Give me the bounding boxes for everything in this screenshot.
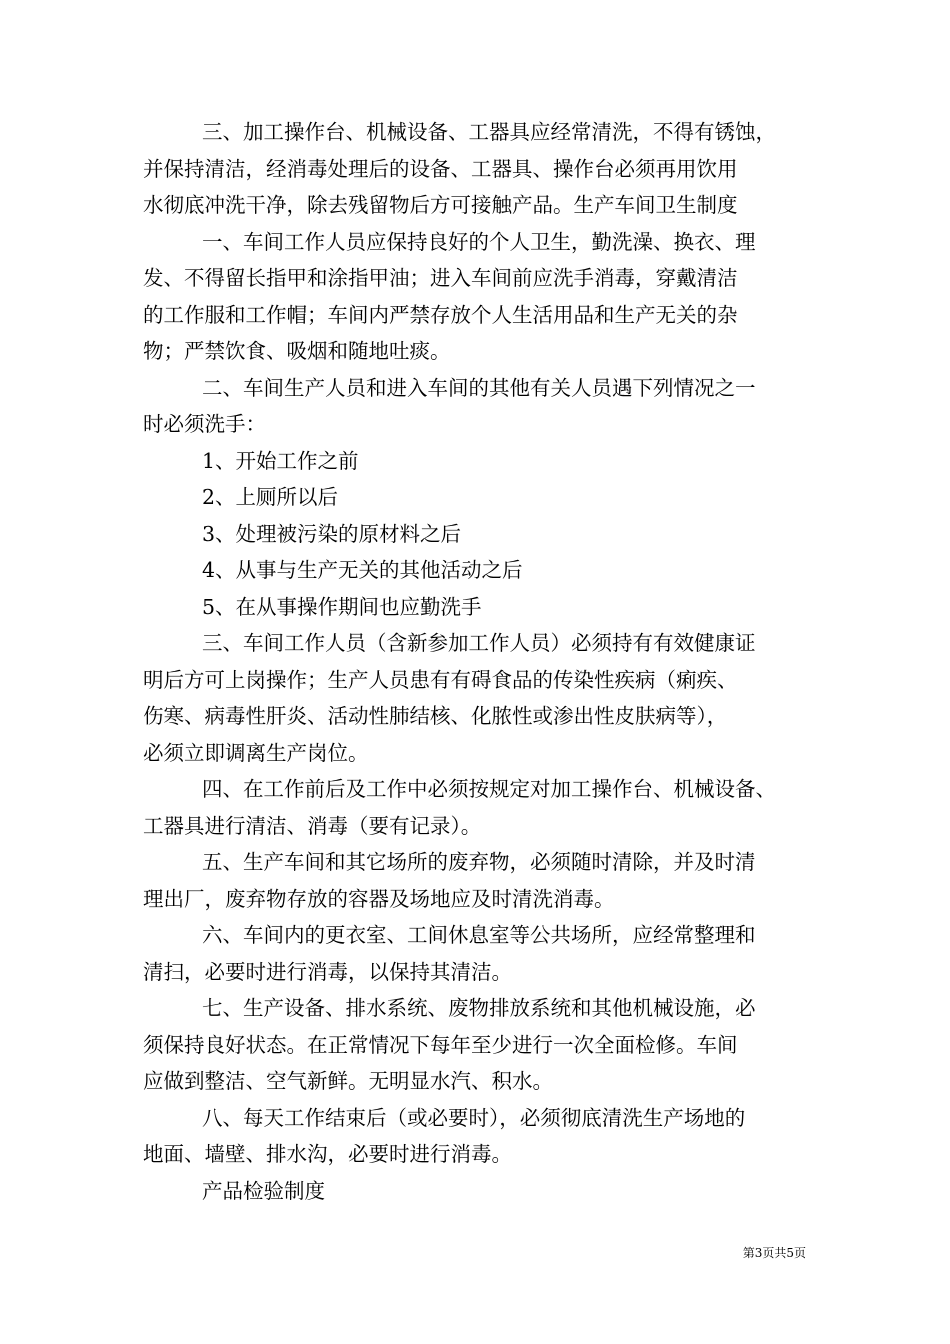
text-line: 并保持清洁，经消毒处理后的设备、工器具、操作台必须再用饮用 [143,156,738,181]
text-line: 地面、墙壁、排水沟，必要时进行消毒。 [143,1142,512,1166]
text-line: 发、不得留长指甲和涂指甲油；进入车间前应洗手消毒，穿戴清洁 [143,266,738,290]
list-item: 5、在从事操作期间也应勤洗手 [202,594,482,619]
list-item: 3、处理被污染的原材料之后 [202,521,462,546]
list-item: 1、开始工作之前 [202,448,359,473]
text-line: 水彻底冲洗干净，除去残留物后方可接触产品。生产车间卫生制度 [143,193,738,217]
text-line: 物；严禁饮食、吸烟和随地吐痰。 [143,339,451,363]
text-line: 理出厂，废弃物存放的容器及场地应及时清洗消毒。 [143,886,615,911]
text-line: 工器具进行清洁、消毒（要有记录）。 [143,813,482,838]
text-line: 七、生产设备、排水系统、废物排放系统和其他机械设施，必 [202,996,756,1020]
text-line: 须保持良好状态。在正常情况下每年至少进行一次全面检修。车间 [143,1032,738,1057]
text-line: 应做到整洁、空气新鲜。无明显水汽、积水。 [143,1069,553,1093]
text-line: 三、车间工作人员（含新参加工作人员）必须持有有效健康证 [202,631,756,655]
list-item: 2、上厕所以后 [202,485,339,509]
text-line: 伤寒、病毒性肝炎、活动性肺结核、化脓性或渗出性皮肤病等）， [143,704,728,728]
document-body [143,114,809,1209]
text-line: 六、车间内的更衣室、工间休息室等公共场所，应经常整理和 [202,923,756,947]
text-line: 三、加工操作台、机械设备、工器具应经常清洗，不得有锈蚀， [202,120,776,144]
text-line: 清扫，必要时进行消毒，以保持其清洁。 [143,959,512,984]
text-line: 必须立即调离生产岗位。 [143,740,369,765]
text-line: 时必须洗手： [143,412,266,436]
text-line: 八、每天工作结束后（或必要时），必须彻底清洗生产场地的 [202,1105,746,1130]
page-number-footer: 第3页共5页 [742,1246,806,1260]
text-line: 五、生产车间和其它场所的废弃物，必须随时清除，并及时清 [202,850,756,874]
text-line: 的工作服和工作帽；车间内严禁存放个人生活用品和生产无关的杂 [143,302,738,327]
list-item: 4、从事与生产无关的其他活动之后 [202,558,523,582]
text-line: 二、车间生产人员和进入车间的其他有关人员遇下列情况之一 [202,375,756,400]
section-heading: 产品检验制度 [202,1178,325,1203]
text-line: 一、车间工作人员应保持良好的个人卫生，勤洗澡、换衣、理 [202,229,756,254]
text-line: 四、在工作前后及工作中必须按规定对加工操作台、机械设备、 [202,777,776,801]
text-line: 明后方可上岗操作；生产人员患有有碍食品的传染性疾病（痢疾、 [143,667,738,692]
